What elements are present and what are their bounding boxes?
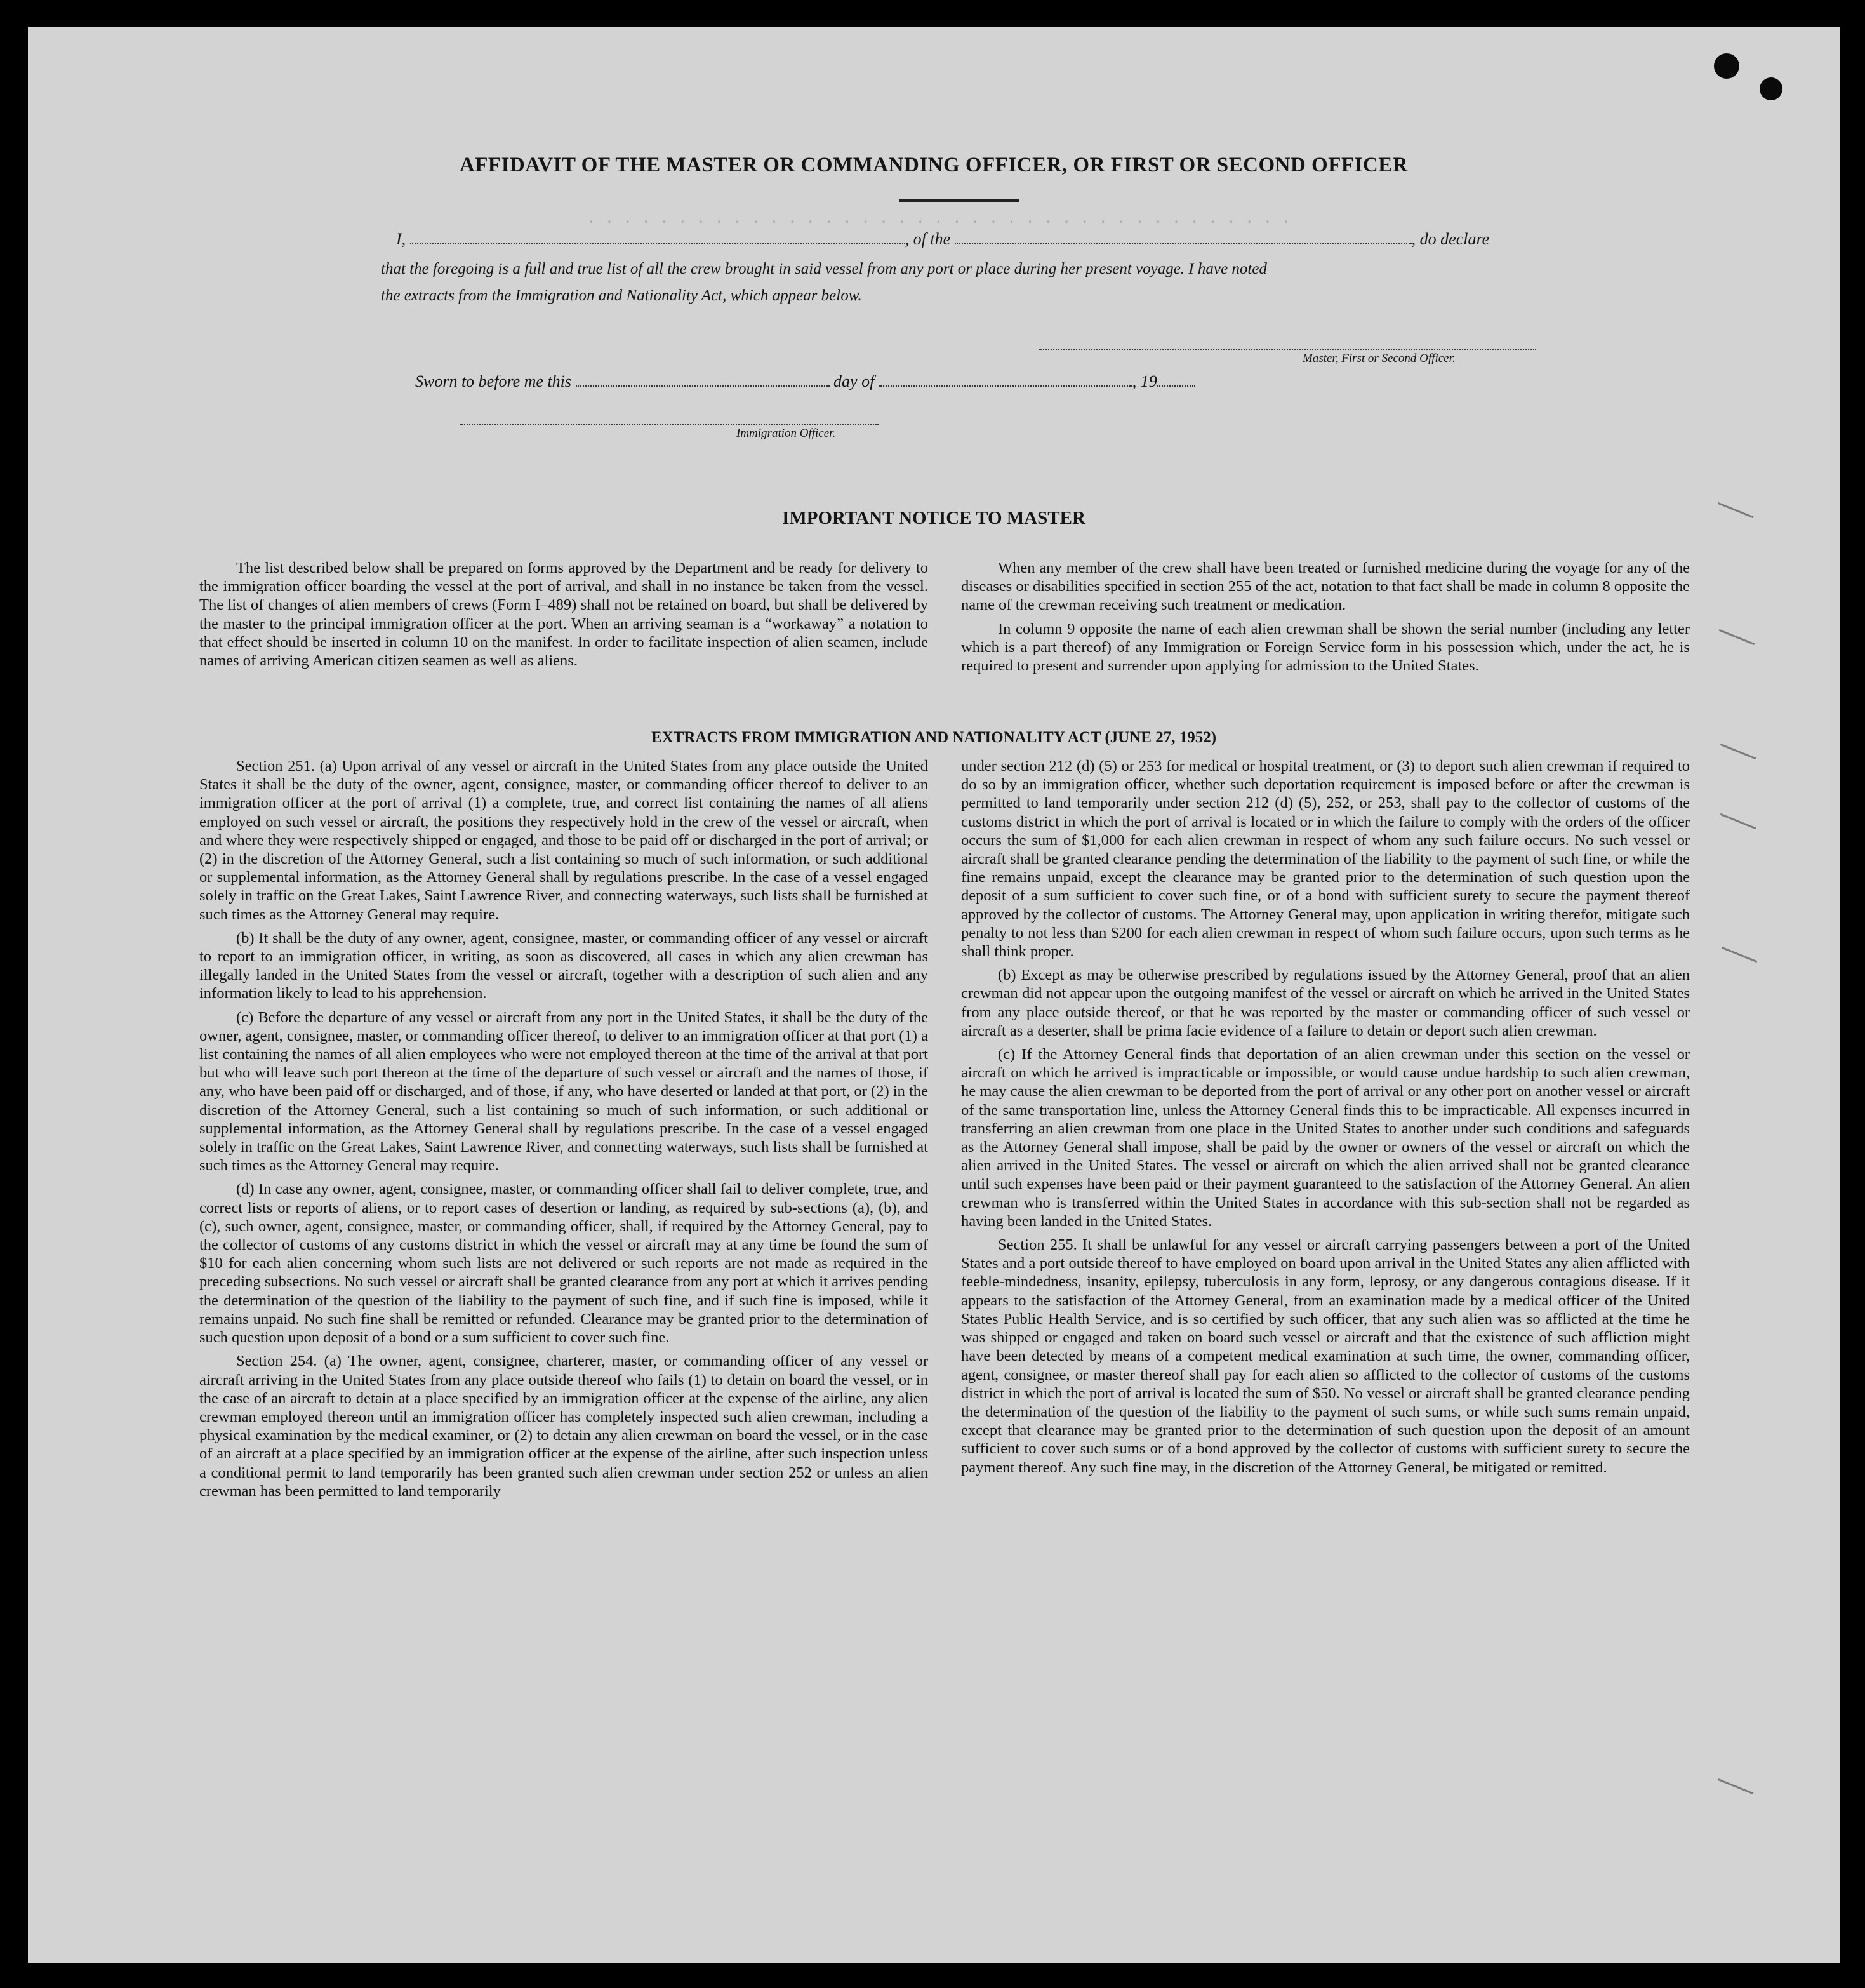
section-254-a: Section 254. (a) The owner, agent, consignee, charterer, master, or commanding officer of any vessel or aircraft arriving in the United States from any place outside thereof who fails (1) to detain on board the vessel, or in the case of an aircraft to detain at a place specified by an immigration officer at the expense of the airline, any alien crewman employed thereon until an immigration officer has completely inspected such alien crewman, including a physical examination by the medical examiner, or (2) to detain any alien crewman on board the vessel, or in the case of an aircraft at a place specified by an immigration officer at the expense of the airline, after such inspection unless a conditional permit to land temporarily has been granted such alien crewman under section 252 or unless an alien crewman has been permitted to land temporarily xyxy=(199,1352,928,1500)
vessel-name-field[interactable] xyxy=(955,230,1412,244)
notice-left-column xyxy=(199,559,928,675)
year-prefix: , 19 xyxy=(1132,372,1157,390)
immigration-officer-label: Immigration Officer. xyxy=(736,427,836,440)
section-255: Section 255. It shall be unlawful for any vessel or aircraft carrying passengers between a port of the United States and a port outside thereof to have employed on board upon arrival in the United States any alien afflicted with feeble-mindedness, insanity, epilepsy, tuberculosis in any form, leprosy, or any dangerous contagious disease. If it appears to the satisfaction of the Attorney General, from an examination made by a medical officer of the United States Public Health Service, and is so certified by such officer, that any such alien was so afflicted at the time he was shipped or engaged and taken on board such vessel or aircraft and that the existence of such affliction might have been detected by means of a competent medical examination at such time, the owner, commanding officer, agent, consignee, or master thereof shall pay for each alien so afflicted to the collector of customs of the customs district in which the port of arrival is located the sum of $50. No vessel or aircraft shall be granted clearance pending the determination of the question of the liability to the payment of such sums, or while such sums remain unpaid, except that clearance may be granted prior to the determination of such question upon the deposit of an amount sufficient to cover such sums or of a bond approved by the collector of customs with sufficient surety to secure the payment thereof. Any such fine may, in the discretion of the Attorney General, be mitigated or remitted. xyxy=(961,1236,1690,1476)
section-254-a-continued: under section 212 (d) (5) or 253 for medical or hospital treatment, or (3) to deport such alien crewman if required to do so by an immigration officer, whether such deportation requirement is imposed before or after the crewman is permitted to land temporarily under section 212 (d) (5), 252, or 253, shall pay to the collector of customs of the customs district in which the port of arrival is located or in which the failure to comply with the orders of the officer occurs the sum of $1,000 for each alien crewman in respect of whom any such failure occurs. No such vessel or aircraft shall be granted clearance pending the determination of the liability to the payment of such fine, or while the fine remains unpaid, except the clearance may be granted prior to the determination of such question upon the deposit of a sum sufficient to cover such fine, or of a bond with sufficient surety to secure the payment thereof approved by the collector of customs. The Attorney General may, upon application in writing therefor, mitigate such penalty to not less than $200 for each alien crewman in respect of whom such failure occurs, upon such terms as he shall think proper. xyxy=(961,757,1690,961)
section-251-b: (b) It shall be the duty of any owner, agent, consignee, master, or commanding officer of any vessel or aircraft to report to an immigration officer, in writing, as soon as discovered, all cases in which any alien crewman has illegally landed in the United States from the vessel or aircraft, together with a description of such alien and any information likely to lead to his apprehension. xyxy=(199,929,928,1003)
notice-title: IMPORTANT NOTICE TO MASTER xyxy=(782,508,1085,528)
notice-paragraph: When any member of the crew shall have been treated or furnished medicine during the voyage for any of the diseases or disabilities specified in section 255 of the act, notation to that fact shall be made in column 8 opposite the name of the crewman receiving such treatment or medication. xyxy=(961,559,1690,614)
notice-paragraph: The list described below shall be prepared on forms approved by the Department and be ready for delivery to the immigration officer boarding the vessel at the port of arrival, and shall in no instance be taken from the vessel. The list of changes of alien members of crews (Form I–489) shall not be retained on board, but shall be delivered by the master to the principal immigration officer at the port. When an arriving seaman is a “workaway” a notation to that effect should be inserted in column 10 on the manifest. In order to facilitate inspection of alien seamen, include names of arriving American citizen seamen as well as aliens. xyxy=(199,559,928,670)
document-page xyxy=(28,27,1840,1963)
form-title: AFFIDAVIT OF THE MASTER OR COMMANDING OFFICER, OR FIRST OR SECOND OFFICER xyxy=(459,154,1409,177)
officer-name-field[interactable] xyxy=(410,230,905,244)
bleed-through-mark xyxy=(1720,813,1756,829)
section-254-c: (c) If the Attorney General finds that deportation of an alien crewman under this section on the vessel or aircraft on which he arrived is impracticable or impossible, or would cause undue hardship to such alien crewman, he may cause the alien crewman to be deported from the port of arrival or any other port on another vessel or aircraft of the same transportation line, unless the Attorney General finds this to be impracticable. All expenses incurred in transferring an alien crewman from one place in the United States to another under such conditions and safeguards as the Attorney General shall impose, shall be paid by the owner or owners of the vessel or aircraft on which the alien arrived in the United States. The vessel or aircraft on which the alien arrived shall not be granted clearance until such expenses have been paid or their payment guaranteed to the satisfaction of the Attorney General. An alien crewman who is transferred within the United States in accordance with this sub-section shall not be regarded as having been landed in the United States. xyxy=(961,1046,1690,1230)
section-254-b: (b) Except as may be otherwise prescribed by regulations issued by the Attorney General, proof that an alien crewman did not appear upon the outgoing manifest of the vessel or aircraft on which he arrived in the United States from any place outside thereof, or that he was reported by the master or commanding officer of such vessel or aircraft as a deserter, shall be prima facie evidence of a failure to detain or deport such alien crewman. xyxy=(961,966,1690,1039)
extracts-title: EXTRACTS FROM IMMIGRATION AND NATIONALITY ACT (JUNE 27, 1952) xyxy=(651,729,1217,746)
declaration-line-1 xyxy=(396,230,1489,249)
section-251-c: (c) Before the departure of any vessel or aircraft from any port in the United States, it shall be the duty of the owner, agent, consignee, master, or commanding officer thereof, to deliver to an immigration officer at that port (1) a list containing the names of all alien employees who were not employed thereon at the time of the arrival at that port but who will leave such port thereon at the time of the departure of such vessel or aircraft and the names of those, if any, who have been paid off or discharged, and of those, if any, who have deserted or landed at that port, or (2) in the discretion of the Attorney General, such a list containing so much of such information, or such additional or supplemental information, as the Attorney General shall by regulations prescribe. In the case of a vessel engaged solely in traffic on the Great Lakes, Saint Lawrence River, and connecting waterways, such lists shall be furnished at such times as the Attorney General may require. xyxy=(199,1008,928,1175)
declaration-do-declare: , do declare xyxy=(1411,230,1490,248)
title-rule xyxy=(899,199,1019,202)
notice-right-column xyxy=(961,559,1690,680)
sworn-year-field[interactable] xyxy=(1157,373,1195,387)
notice-paragraph: In column 9 opposite the name of each alien crewman shall be shown the serial number (including any letter which is a part thereof) of any Immigration or Foreign Service form in his possession which, under the act, he is required to present and surrender upon applying for admission to the United States. xyxy=(961,620,1690,675)
declaration-i: I, xyxy=(396,230,406,248)
day-of-label: day of xyxy=(833,372,875,390)
extracts-right-column xyxy=(961,757,1690,1482)
immigration-officer-signature-field[interactable] xyxy=(460,411,879,425)
sworn-line xyxy=(415,372,1195,391)
extracts-left-column xyxy=(199,757,928,1505)
punch-hole xyxy=(1760,77,1782,100)
sworn-month-field[interactable] xyxy=(879,373,1132,387)
sworn-day-field[interactable] xyxy=(576,373,830,387)
bleed-through-mark xyxy=(1722,947,1758,963)
bleed-through-column xyxy=(1774,414,1831,662)
bleed-through-text: . . . . . . . . . . . . . . . . . . . . . . . . . . . . . . . . . . . . . . . xyxy=(587,211,1291,228)
sworn-before-label: Sworn to before me this xyxy=(415,372,572,390)
bleed-through-mark xyxy=(1719,629,1755,645)
master-signature-label: Master, First or Second Officer. xyxy=(1303,352,1456,365)
section-251-a: Section 251. (a) Upon arrival of any vessel or aircraft in the United States from any place outside the United States it shall be the duty of the owner, agent, consignee, master, or commanding officer thereof to deliver to an immigration officer at the port of arrival (1) a complete, true, and correct list containing the names of all aliens employed on such vessel or aircraft, the positions they respectively hold in the crew of the vessel or aircraft, when and where they were respectively shipped or engaged, and those to be paid off or discharged in the port of arrival; or (2) in the discretion of the Attorney General, such a list containing so much of such information, or such additional or supplemental information, as the Attorney General shall by regulations prescribe. In the case of a vessel engaged solely in traffic on the Great Lakes, Saint Lawrence River, and connecting waterways, such lists shall be furnished at such times as the Attorney General may require. xyxy=(199,757,928,923)
bleed-through-mark xyxy=(1718,1778,1754,1794)
declaration-line-3: the extracts from the Immigration and Nationality Act, which appear below. xyxy=(381,287,862,304)
master-signature-field[interactable] xyxy=(1039,337,1536,350)
declaration-line-2: that the foregoing is a full and true list of all the crew brought in said vessel from any port or place during her present voyage. I have noted xyxy=(381,260,1267,277)
punch-hole xyxy=(1714,53,1739,79)
section-251-d: (d) In case any owner, agent, consignee, master, or commanding officer shall fail to deliver complete, true, and correct lists or reports of aliens, or to report cases of desertion or landing, as required by sub-sections (a), (b), and (c), such owner, agent, consignee, master, or commanding officer, shall, if required by the Attorney General, pay to the collector of customs of any customs district in which the vessel or aircraft may at any time be found the sum of $10 for each alien concerning whom such lists are not delivered or such reports are not made as required in the preceding subsections. No such vessel or aircraft shall be granted clearance from any port at which it arrives pending the determination of the question of the liability to the payment of such fine, and if such fine is imposed, while it remains unpaid. No such fine shall be remitted or refunded. Clearance may be granted prior to the determination of such question upon deposit of a bond or a sum sufficient to cover such fine. xyxy=(199,1180,928,1347)
declaration-of-the: , of the xyxy=(905,230,951,248)
